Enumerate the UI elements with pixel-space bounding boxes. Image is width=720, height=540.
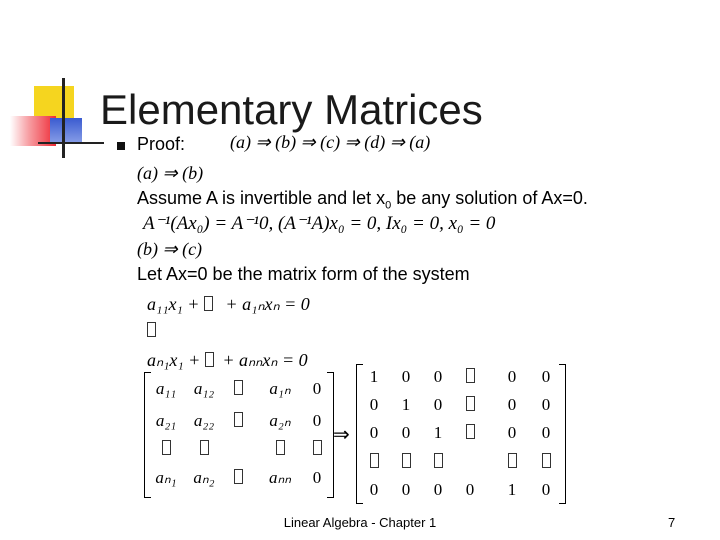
matrix-cell: 0 [312,411,322,430]
ellipsis-box-icon [466,396,475,411]
matrix-cell [220,410,256,432]
equation-last-right: + aₙₙxₙ = 0 [222,350,308,370]
matrix-cell [299,438,335,460]
implies-arrow: ⇒ [333,424,350,446]
equation-first-right: + a₁ₙxₙ = 0 [225,294,310,314]
matrix-cell [420,451,456,473]
ellipsis-box-icon [205,352,214,367]
matrix-cell: a₁₂ [193,379,215,398]
ellipsis-box-icon [466,424,475,439]
matrix-cell: 0 [507,395,517,414]
matrix-cell: a₂ₙ [269,411,291,430]
ellipsis-box-icon [466,368,475,383]
matrix-cell [452,394,488,416]
implication-chain: (a) ⇒ (b) ⇒ (c) ⇒ (d) ⇒ (a) [230,132,431,152]
matrix-cell: a₁ₙ [269,379,291,398]
equation-first-left: a₁₁x₁ + [147,294,200,314]
matrix-cell: 1 [433,423,443,442]
matrix-cell: 1 [507,480,517,499]
matrix-cell: 0 [507,367,517,386]
assume-text: Assume A is invertible and let x [137,188,386,208]
matrix-cell: aₙ₁ [155,468,177,487]
matrix-cell [452,366,488,388]
matrix-cell [528,451,564,473]
ellipsis-box-icon [370,453,379,468]
matrix-cell: 0 [312,468,322,487]
ellipsis-box-icon [542,453,551,468]
vertical-ellipsis-box [147,322,156,341]
matrix-cell: 0 [433,367,443,386]
matrix-cell [452,422,488,444]
logo-horizontal-line [38,142,104,144]
matrix-cell: a₂₂ [193,411,215,430]
matrix-cell: 0 [541,395,551,414]
matrix-cell: 0 [369,423,379,442]
vertical-ellipsis-icon [147,322,156,337]
matrix-cell: 0 [465,480,475,499]
matrix-cell [186,438,222,460]
bullet-icon [117,142,125,150]
system-text: Let Ax=0 be the matrix form of the system [137,264,470,284]
matrix-cell: 0 [433,395,443,414]
matrix-cell: 0 [401,423,411,442]
matrix-cell: 0 [401,480,411,499]
ellipsis-box-icon [200,440,209,455]
ellipsis-box-icon [234,412,243,427]
equation-last [147,349,308,371]
matrix-cell: 0 [507,423,517,442]
matrix-cell: 0 [401,367,411,386]
assume-subscript: 0 [385,199,392,212]
ellipsis-box-icon [234,380,243,395]
ellipsis-box-icon [276,440,285,455]
ellipsis-box-icon [162,440,171,455]
equation-first [147,293,310,315]
proof-label: Proof: [137,134,186,154]
matrix-cell: 1 [401,395,411,414]
ellipsis-box-icon [313,440,322,455]
logo-blue-square [50,118,82,144]
matrix-cell: a₁₁ [155,379,177,398]
matrix-cell: 0 [433,480,443,499]
matrix-cell: 0 [541,480,551,499]
page-number: 7 [668,515,676,530]
matrix-cell: aₙₙ [268,468,292,487]
step1-label: (a) ⇒ (b) [137,163,204,183]
matrix-cell: aₙ₂ [193,468,215,487]
matrix-cell [494,451,530,473]
reduced-matrix [356,364,566,504]
matrix-cell [220,467,256,489]
matrix-cell: 1 [369,367,379,386]
matrix-cell [356,451,392,473]
ellipsis-box-icon [204,296,213,311]
matrix-cell: 0 [541,367,551,386]
matrix-cell: 0 [369,395,379,414]
matrix-cell: 0 [541,423,551,442]
footer-text: Linear Algebra - Chapter 1 [283,515,437,530]
matrix-cell [262,438,298,460]
slide-title: Elementary Matrices [100,86,483,133]
equation-last-left: aₙ₁x₁ + [147,350,201,370]
matrix-cell [388,451,424,473]
assume-tail: be any solution of Ax=0. [391,188,588,208]
matrix-cell: 0 [369,480,379,499]
ellipsis-box-icon [402,453,411,468]
matrix-cell: a₂₁ [155,411,177,430]
matrix-cell [220,378,256,400]
augmented-matrix [144,372,334,498]
matrix-cell [148,438,184,460]
ellipsis-box-icon [508,453,517,468]
step2-label: (b) ⇒ (c) [137,239,203,259]
ellipsis-box-icon [434,453,443,468]
ellipsis-box-icon [234,469,243,484]
step1-equation: A⁻¹(Ax₀) = A⁻¹0, (A⁻¹A)x₀ = 0, Ix₀ = 0, x₀ = 0 [143,213,496,234]
matrix-cell: 0 [312,379,322,398]
logo-vertical-line [62,78,65,158]
